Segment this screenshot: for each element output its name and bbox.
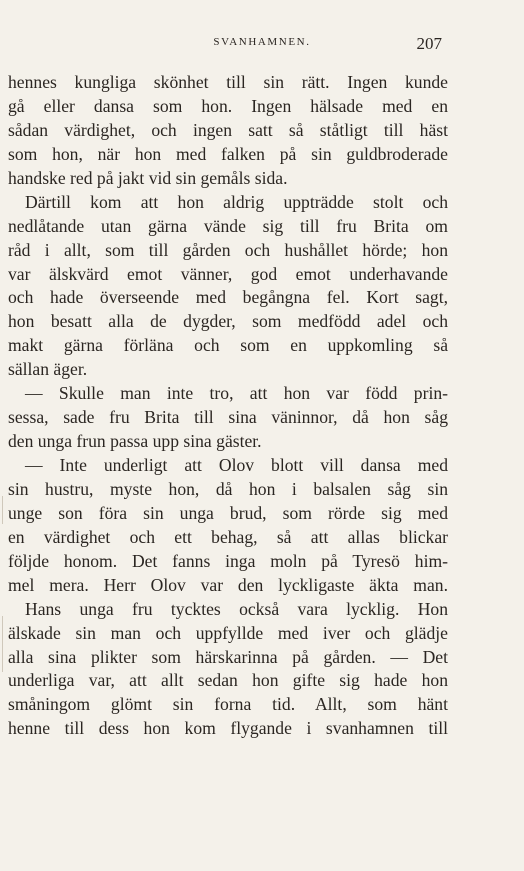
- text-line: som hon, när hon med falken på sin guldbroderade: [8, 143, 448, 164]
- text-line: mel mera. Herr Olov var den lyckligaste äkta man.: [8, 574, 448, 595]
- margin-mark: [2, 616, 3, 672]
- page-number: 207: [416, 34, 442, 53]
- text-line: — Inte underligt att Olov blott vill dansa med: [25, 455, 448, 475]
- text-line: var älskvärd emot vänner, god emot underhavande: [8, 263, 448, 284]
- text-line: Hans unga fru tycktes också vara lycklig. Hon: [25, 598, 448, 619]
- body-text: [8, 71, 448, 741]
- text-line: — Skulle man inte tro, att hon var född prin-: [25, 383, 448, 404]
- text-line: gå eller dansa som hon. Ingen hälsade med en: [8, 95, 448, 116]
- text-line: makt gärna förläna och som en uppkomling så: [8, 335, 448, 356]
- text-line: sin hustru, myste hon, då hon i balsalen såg sin: [8, 478, 448, 499]
- text-line: älskade sin man och uppfyllde med iver och glädje: [8, 622, 448, 643]
- text-line: sådan värdighet, och ingen satt så ståtligt till häst: [8, 119, 448, 140]
- margin-mark: [2, 496, 3, 524]
- text-line: handske red på jakt vid sin gemåls sida.: [8, 167, 288, 188]
- text-line: en värdighet och ett behag, så att allas blickar: [8, 526, 448, 547]
- text-line: Därtill kom att hon aldrig uppträdde stolt och: [25, 191, 448, 212]
- text-line: underliga var, att allt sedan hon gifte sig hade hon: [8, 670, 448, 691]
- text-line: sessa, sade fru Brita till sina väninnor, då hon såg: [8, 407, 448, 428]
- text-line: sällan äger.: [8, 359, 88, 380]
- text-line: hon besatt alla de dygder, som medfödd adel och: [8, 311, 448, 332]
- text-line: småningom glömt sin forna tid. Allt, som hänt: [8, 694, 448, 715]
- text-line: och hade överseende med begångna fel. Kort sagt,: [8, 287, 448, 308]
- text-line: följde honom. Det fanns inga moln på Tyresö him-: [8, 550, 448, 571]
- text-line: alla sina plikter som härskarinna på gården. — Det: [8, 646, 448, 667]
- text-line: unge son föra sin unga brud, som rörde sig med: [8, 502, 448, 523]
- page-header: [0, 36, 524, 56]
- text-line: råd i allt, som till gården och hushållet hörde; hon: [8, 239, 448, 260]
- text-line: hennes kungliga skönhet till sin rätt. Ingen kunde: [8, 72, 448, 92]
- running-head: SVANHAMNEN.: [213, 36, 311, 48]
- text-line: henne till dess hon kom flygande i svanhamnen till: [8, 718, 448, 739]
- text-line: den unga frun passa upp sina gäster.: [8, 431, 262, 452]
- text-line: nedlåtande utan gärna vände sig till fru Brita om: [8, 215, 448, 236]
